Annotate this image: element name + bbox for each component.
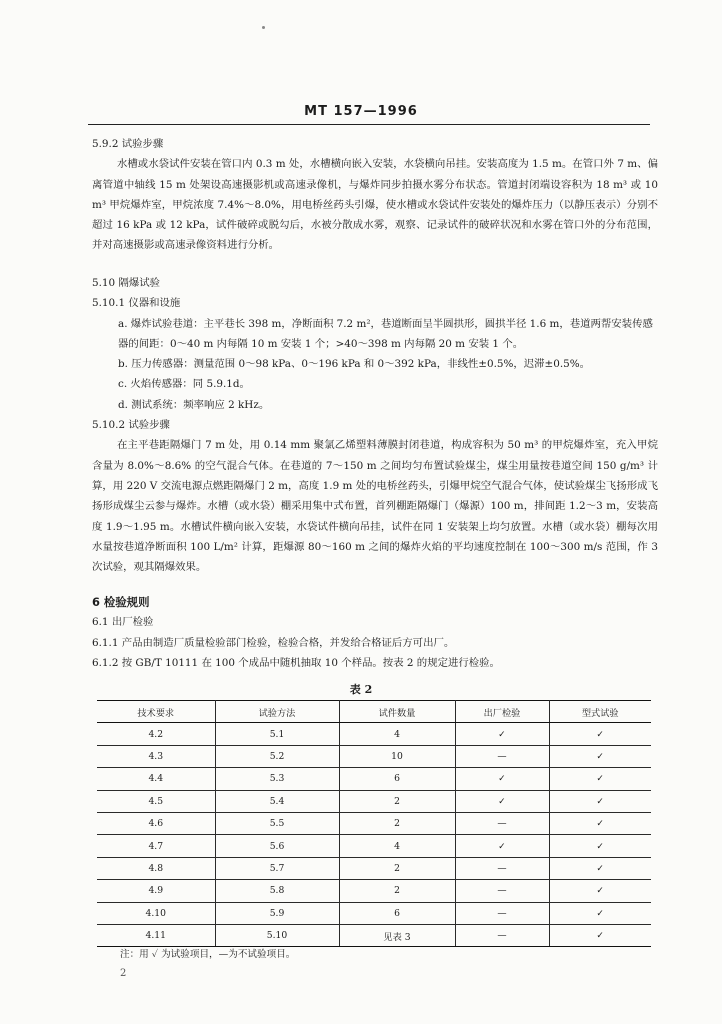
cell: 5.4 (215, 790, 339, 812)
check-cell: — (455, 924, 549, 946)
cell: 5.1 (215, 723, 339, 745)
col-header: 试验方法 (215, 701, 339, 723)
cell: 4.11 (97, 924, 215, 946)
table-row (97, 880, 651, 902)
table-row (97, 745, 651, 767)
item-c: c. 火焰传感器：同 5.9.1d。 (118, 378, 250, 391)
check-cell: ✓ (549, 768, 651, 790)
cell: 4.7 (97, 835, 215, 857)
paragraph-6-1-1: 6.1.1 产品由制造厂质量检验部门检验，检验合格，并发给合格证后方可出厂。 (92, 636, 455, 649)
paragraph-5-9-2: 水槽或水袋试件安装在管口内 0.3 m 处，水槽横向嵌入安装，水袋横向吊挂。安装高度为 1.5 m。在管口外 7 m、偏离管道中轴线 15 m 处架设高速摄影机或高速录像机，与爆炸同步拍摄水雾分布状态。管道封闭端设容积为 18 m³ 或 10 m³ 甲烷爆炸室，甲烷浓度 7.4%～8.0%，用电桥丝药头引爆，使水槽或水袋试件安装处的爆炸压力（以静压表示）分别不超过 16 kPa 或 12 kPa，试件破碎或脱勾后，水被分散成水雾，观察、记录试件的破碎状况和水雾在管口外的分布范围，并对高速摄影或高速录像资料进行分析。 (92, 158, 658, 252)
section-5-10 (92, 273, 658, 577)
item-b: b. 压力传感器：测量范围 0～98 kPa、0～196 kPa 和 0～392 kPa，非线性±0.5%，迟滞±0.5%。 (118, 358, 591, 371)
check-cell: ✓ (549, 880, 651, 902)
heading-6-1: 6.1 出厂检验 (92, 616, 154, 629)
check-cell: — (455, 880, 549, 902)
cell: 4.4 (97, 768, 215, 790)
cell: 4.3 (97, 745, 215, 767)
table-row (97, 812, 651, 834)
check-cell: ✓ (549, 723, 651, 745)
heading-6: 6 检验规则 (92, 595, 150, 609)
table-row (97, 924, 651, 946)
cell: 2 (339, 880, 455, 902)
paragraph-6-1-2: 6.1.2 按 GB/T 10111 在 100 个成品中随机抽取 10 个样品。按表 2 的规定进行检验。 (92, 656, 500, 669)
check-cell: — (455, 745, 549, 767)
cell: 2 (339, 790, 455, 812)
section-6 (92, 592, 658, 673)
col-header: 型式试验 (549, 701, 651, 723)
table-note: 注：用 ✓ 为试验项目，—为不试验项目。 (120, 949, 296, 960)
cell: 6 (339, 902, 455, 924)
check-cell: ✓ (549, 857, 651, 879)
check-cell: ✓ (455, 768, 549, 790)
check-cell: ✓ (455, 723, 549, 745)
table-row (97, 857, 651, 879)
cell: 5.9 (215, 902, 339, 924)
cell: 4.9 (97, 880, 215, 902)
cell: 5.10 (215, 924, 339, 946)
col-header: 技术要求 (97, 701, 215, 723)
cell: 4 (339, 835, 455, 857)
cell: 见表 3 (339, 924, 455, 946)
check-cell: ✓ (549, 812, 651, 834)
cell: 6 (339, 768, 455, 790)
heading-5-10-1: 5.10.1 仪器和设施 (92, 297, 181, 310)
table-row (97, 790, 651, 812)
check-cell: — (455, 857, 549, 879)
item-d: d. 测试系统：频率响应 2 kHz。 (118, 398, 270, 411)
cell: 5.3 (215, 768, 339, 790)
cell: 5.7 (215, 857, 339, 879)
header-rule (88, 124, 650, 125)
heading-5-10-2: 5.10.2 试验步骤 (92, 419, 170, 432)
cell: 5.5 (215, 812, 339, 834)
page-header: MT 157—1996 (304, 104, 418, 119)
section-5-9-2 (92, 134, 658, 256)
col-header: 出厂检验 (455, 701, 549, 723)
table-row (97, 835, 651, 857)
cell: 4.10 (97, 902, 215, 924)
item-a: a. 爆炸试验巷道：主平巷长 398 m，净断面积 7.2 m²，巷道断面呈半圆拱形，圆拱半径 1.6 m，巷道两帮安装传感器的间距：0～40 m 内每隔 10 m 安装 1 个；>40～398 m 内每隔 20 m 安装 1 个。 (118, 317, 653, 350)
check-cell: — (455, 812, 549, 834)
page-number: 2 (120, 968, 127, 979)
paragraph-5-10-2: 在主平巷距隔爆门 7 m 处，用 0.14 mm 聚氯乙烯塑料薄膜封闭巷道，构成容积为 50 m³ 的甲烷爆炸室，充入甲烷含量为 8.0%～8.6% 的空气混合气体。在巷道的 7～150 m 之间均匀布置试验煤尘，煤尘用量按巷道空间 150 g/m³ 计算，用 220 V 交流电源点燃距隔爆门 2 m，高度 1.9 m 处的电桥丝药头，引爆甲烷空气混合气体，使试验煤尘飞扬形成飞扬形成煤尘云参与爆炸。水槽（或水袋）棚采用集中式布置，首列棚距隔爆门（爆源）100 m，排间距 1.2～3 m，安装高度 1.9～1.95 m。水槽试件横向嵌入安装，水袋试件横向吊挂，试件在同 1 安装架上均匀放置。水槽（或水袋）棚每次用水量按巷道净断面积 100 L/m² 计算，距爆源 80～160 m 之间的爆炸火焰的平均速度控制在 100～300 m/s 范围，作 3 次试验，观其隔爆效果。 (92, 439, 658, 574)
cell: 5.8 (215, 880, 339, 902)
check-cell: ✓ (455, 835, 549, 857)
check-cell: ✓ (549, 745, 651, 767)
cell: 5.6 (215, 835, 339, 857)
cell: 5.2 (215, 745, 339, 767)
cell: 2 (339, 812, 455, 834)
heading-5-9-2: 5.9.2 试验步骤 (92, 138, 164, 150)
scan-speck (262, 26, 265, 29)
table-row (97, 723, 651, 745)
inspection-table (97, 700, 651, 947)
check-cell: — (455, 902, 549, 924)
cell: 4 (339, 723, 455, 745)
heading-5-10: 5.10 隔爆试验 (92, 277, 161, 289)
check-cell: ✓ (549, 790, 651, 812)
col-header: 试件数量 (339, 701, 455, 723)
table-row (97, 902, 651, 924)
cell: 10 (339, 745, 455, 767)
check-cell: ✓ (549, 835, 651, 857)
check-cell: ✓ (549, 902, 651, 924)
check-cell: ✓ (455, 790, 549, 812)
table-header-row (97, 701, 651, 723)
check-cell: ✓ (549, 924, 651, 946)
cell: 4.6 (97, 812, 215, 834)
table-row (97, 768, 651, 790)
cell: 4.8 (97, 857, 215, 879)
cell: 4.5 (97, 790, 215, 812)
cell: 2 (339, 857, 455, 879)
table-caption: 表 2 (349, 683, 373, 696)
cell: 4.2 (97, 723, 215, 745)
